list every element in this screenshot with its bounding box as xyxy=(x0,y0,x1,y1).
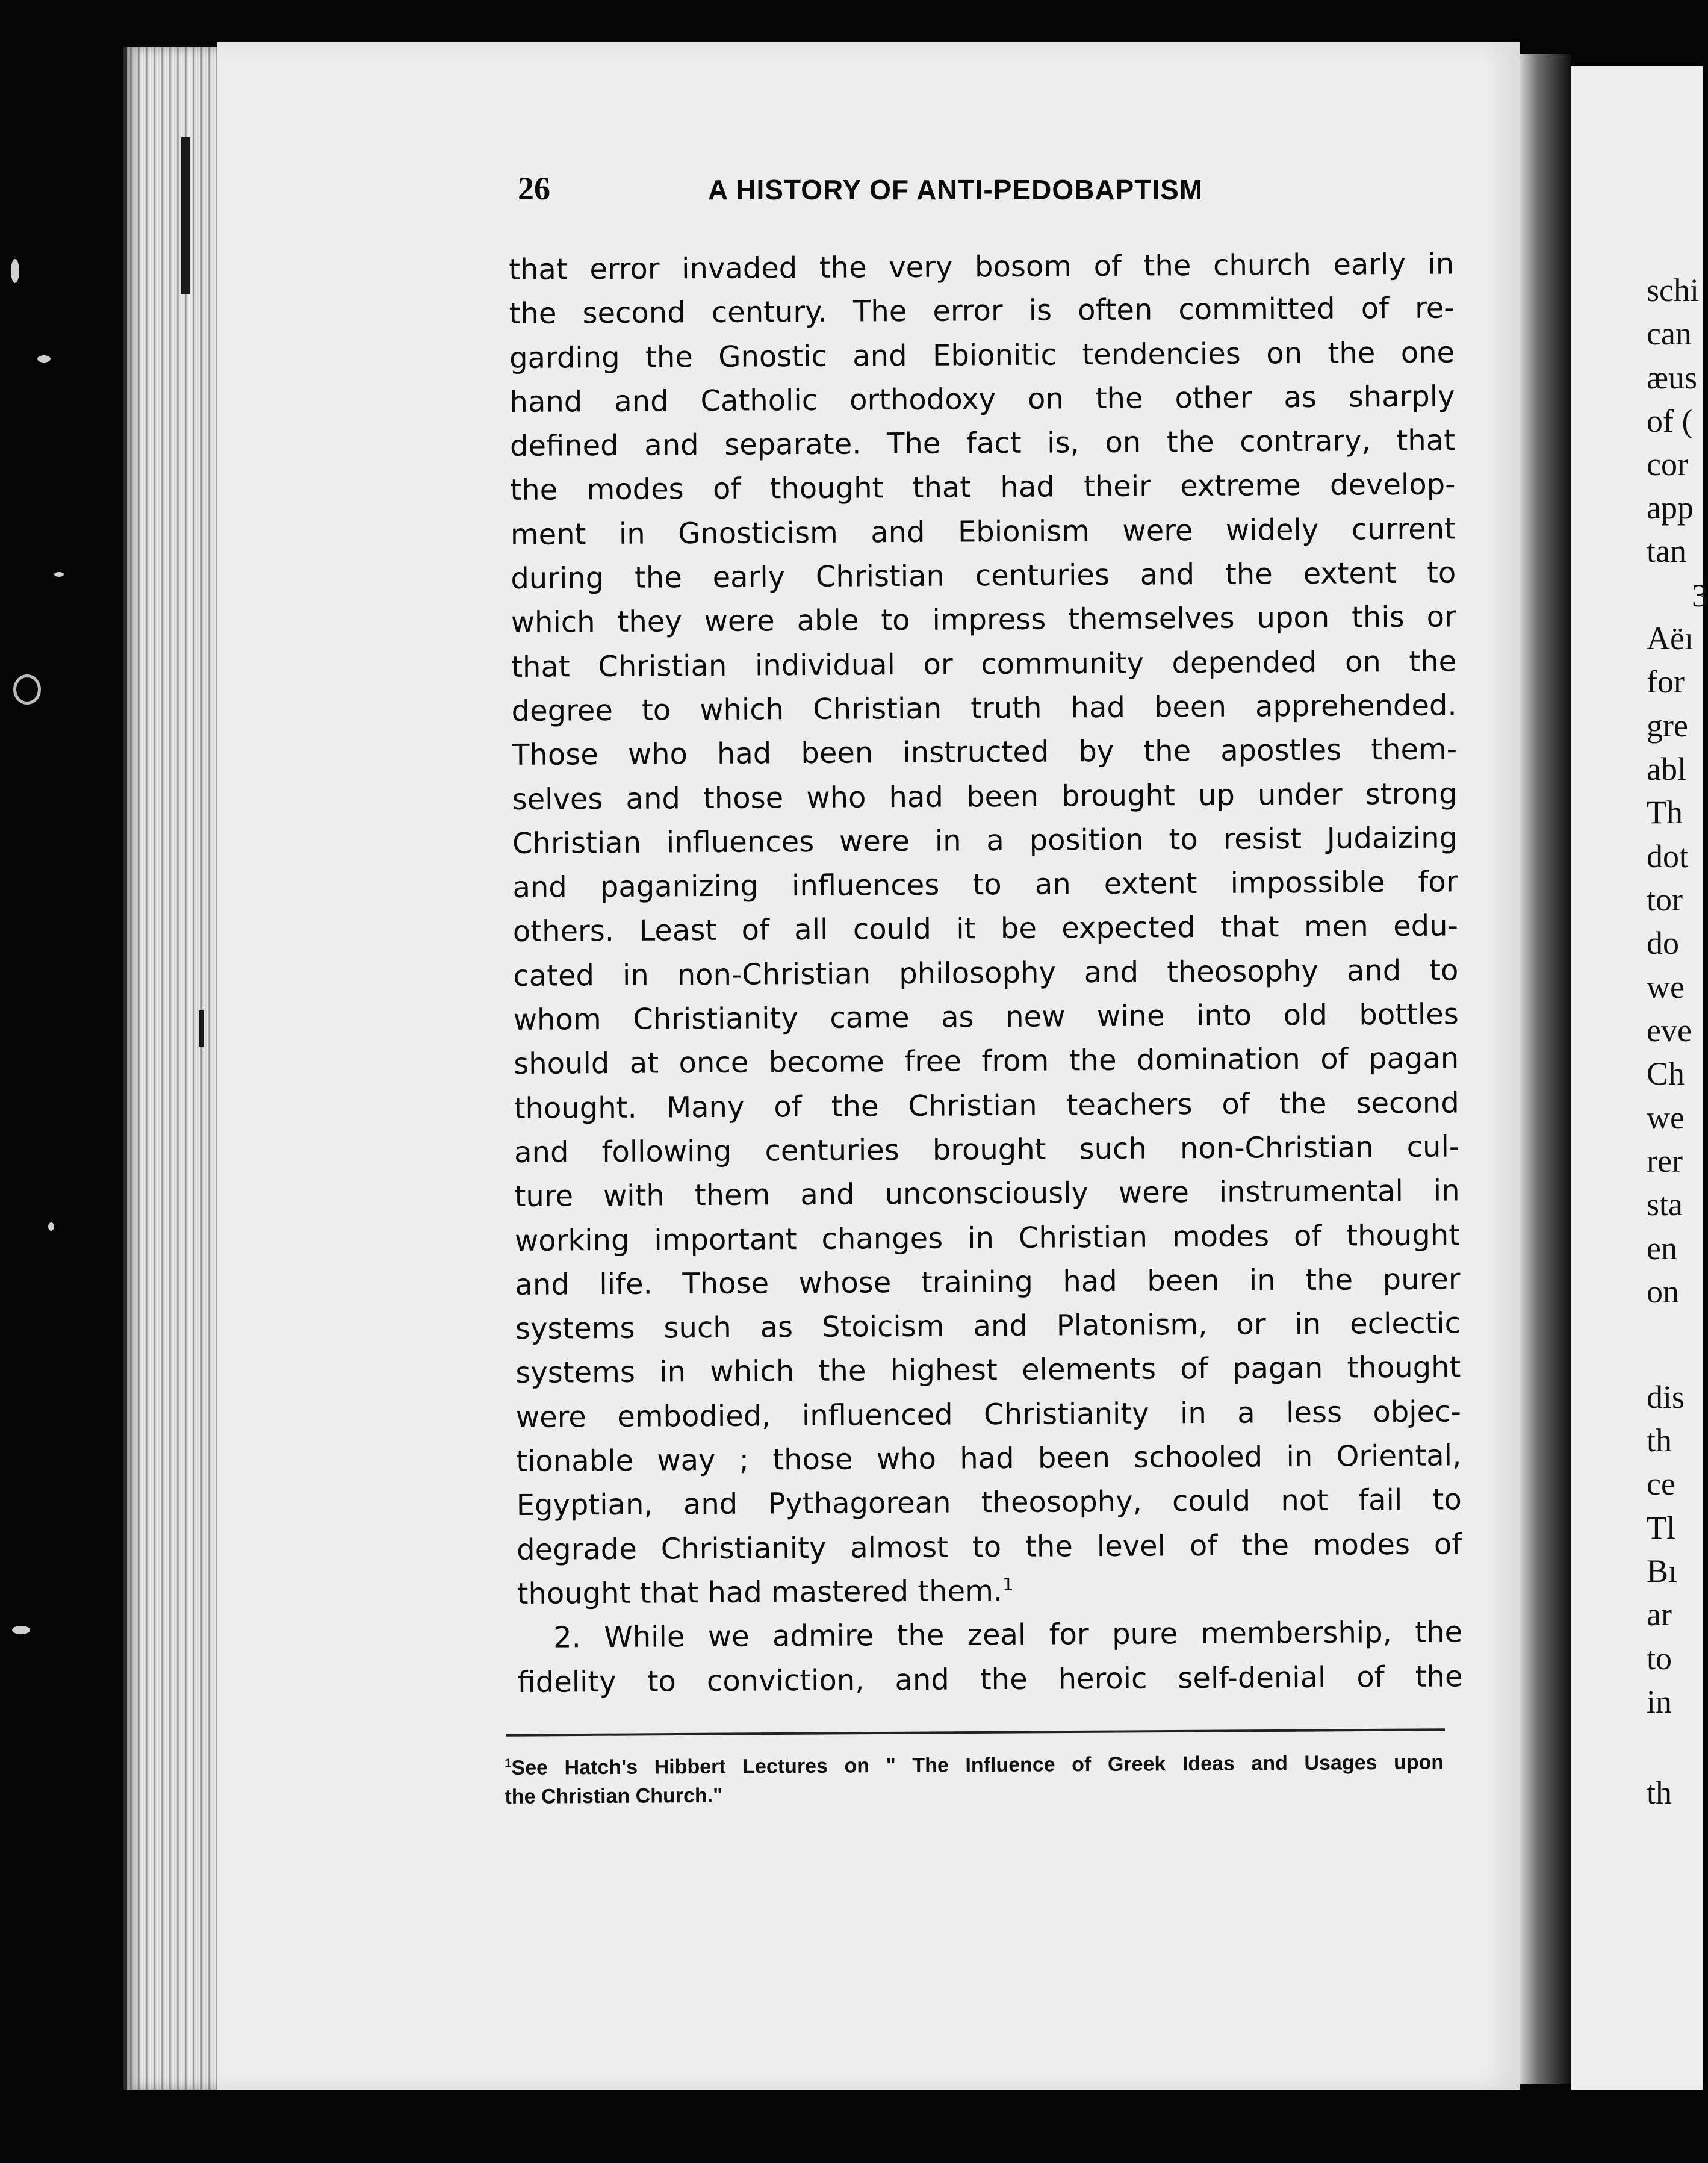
text-line: the modes of thought that had their extreme develop- xyxy=(510,467,1456,508)
text-line: and life. Those whose training had been in the purer xyxy=(515,1262,1461,1302)
facing-fragment: app xyxy=(1647,490,1694,526)
text-line: cated in non-Christian philosophy and theosophy and to xyxy=(513,953,1459,993)
scan-speck xyxy=(11,259,19,283)
text-line: which they were able to impress themselves upon this or xyxy=(511,600,1456,640)
text-line: Those who had been instructed by the apostles them- xyxy=(511,732,1458,773)
text-line: garding the Gnostic and Ebionitic tendencies on the one xyxy=(509,335,1455,375)
text-line: thought. Many of the Christian teachers of the second xyxy=(514,1086,1459,1125)
text-line: hand and Catholic orthodoxy on the other as sharply xyxy=(509,379,1455,419)
footnote-line: the Christian Church." xyxy=(505,1784,723,1808)
scan-speck xyxy=(37,355,51,363)
text-line: fidelity to conviction, and the heroic self-denial of the xyxy=(517,1659,1463,1699)
facing-fragment: for xyxy=(1647,664,1685,700)
page-number: 26 xyxy=(518,170,550,207)
facing-fragment: to xyxy=(1647,1640,1672,1676)
facing-fragment: abl xyxy=(1647,751,1686,787)
facing-fragment: en xyxy=(1647,1230,1677,1266)
text-line: were embodied, influenced Christianity in a less objec- xyxy=(515,1395,1462,1434)
facing-fragment: in xyxy=(1647,1684,1672,1720)
book-gutter xyxy=(1520,54,1571,2084)
text-line: degree to which Christian truth had been apprehended. xyxy=(511,688,1457,728)
facing-fragment: we xyxy=(1647,969,1685,1005)
text-line: that error invaded the very bosom of the church early in xyxy=(509,247,1455,287)
text-line: tionable way ; those who had been schooled in Oriental, xyxy=(516,1439,1462,1478)
running-title: A HISTORY OF ANTI-PEDOBAPTISM xyxy=(708,174,1203,205)
text-line: Christian influences were in a position to resist Judaizing xyxy=(512,821,1458,861)
text-line: and paganizing influences to an extent impossible for xyxy=(512,865,1458,905)
facing-fragment: tor xyxy=(1647,882,1683,918)
facing-fragment: eve xyxy=(1647,1012,1692,1048)
facing-page xyxy=(1571,66,1708,2090)
text-line: whom Christianity came as new wine into old bottles xyxy=(513,997,1459,1038)
facing-fragment: gre xyxy=(1647,708,1688,744)
facing-fragment: Ch xyxy=(1647,1056,1685,1092)
text-line: ment in Gnosticism and Ebionism were widely current xyxy=(510,512,1456,552)
footnote-marker: 1 xyxy=(505,1757,512,1770)
edge-shadow xyxy=(181,137,190,294)
paragraph-end-line xyxy=(517,1566,1462,1616)
facing-fragment: we xyxy=(1647,1100,1685,1136)
facing-fragment: sta xyxy=(1647,1186,1683,1222)
text-line: degrade Christianity almost to the level of the modes of xyxy=(517,1527,1462,1567)
text-line: should at once become free from the domination of pagan xyxy=(514,1041,1459,1082)
scan-speck xyxy=(54,572,64,577)
text-line: others. Least of all could it be expected that men edu- xyxy=(512,909,1459,949)
facing-fragment: tan xyxy=(1647,533,1686,569)
text-line: defined and separate. The fact is, on the contrary, that xyxy=(509,423,1456,464)
scan-speck xyxy=(13,674,41,705)
facing-fragment: can xyxy=(1647,316,1692,352)
facing-fragment: æus xyxy=(1647,359,1698,396)
scan-speck xyxy=(48,1222,54,1231)
text-line: thought that had mastered them. xyxy=(517,1573,1003,1611)
text-line: systems in which the highest elements of pagan thought xyxy=(515,1350,1461,1390)
text-line: working important changes in Christian modes of thought xyxy=(514,1218,1461,1258)
facing-fragment: th xyxy=(1647,1775,1672,1811)
text-line: that Christian individual or community depended on the xyxy=(511,644,1457,684)
facing-fragment: Th xyxy=(1647,794,1683,830)
facing-fragment: Aëı xyxy=(1647,620,1694,656)
text-line: ture with them and unconsciously were instrumental in xyxy=(514,1174,1460,1214)
footnote-text: See Hatch's Hibbert Lectures on " The Influence of Greek Ideas and Usages upon xyxy=(511,1751,1444,1779)
body-text xyxy=(509,242,1463,1704)
running-header xyxy=(518,170,1300,218)
facing-fragment: ar xyxy=(1647,1596,1672,1632)
text-line: and following centuries brought such non-Christian cul- xyxy=(514,1130,1460,1169)
facing-fragment: dot xyxy=(1647,838,1689,874)
text-line: the second century. The error is often committed of re- xyxy=(509,291,1455,331)
facing-fragment: of ( xyxy=(1647,403,1693,439)
facing-fragment: do xyxy=(1647,925,1679,961)
facing-fragment: Tl xyxy=(1647,1510,1675,1546)
facing-fragment: cor xyxy=(1647,446,1688,482)
facing-fragment: 3 xyxy=(1692,577,1708,614)
edge-shadow xyxy=(199,1010,204,1047)
text-line: 2. While we admire the zeal for pure membership, the xyxy=(553,1615,1463,1655)
facing-fragment: schi xyxy=(1647,272,1699,308)
facing-fragment: on xyxy=(1647,1274,1679,1310)
footnote-line xyxy=(505,1748,1444,1782)
facing-fragment: ce xyxy=(1647,1466,1675,1502)
footnote xyxy=(505,1748,1444,1811)
facing-fragment: Bı xyxy=(1647,1553,1678,1589)
scan-speck xyxy=(12,1626,30,1634)
facing-fragment: th xyxy=(1647,1422,1672,1458)
text-line: selves and those who had been brought up under strong xyxy=(512,776,1458,817)
text-line: Egyptian, and Pythagorean theosophy, could not fail to xyxy=(516,1483,1462,1523)
text-line: during the early Christian centuries and the extent to xyxy=(511,556,1456,596)
page-edges xyxy=(123,47,229,2090)
facing-fragment: dis xyxy=(1647,1379,1685,1415)
facing-fragment: rer xyxy=(1647,1143,1683,1179)
footnote-reference: 1 xyxy=(1002,1573,1014,1595)
text-line: systems such as Stoicism and Platonism, or in eclectic xyxy=(515,1306,1461,1346)
